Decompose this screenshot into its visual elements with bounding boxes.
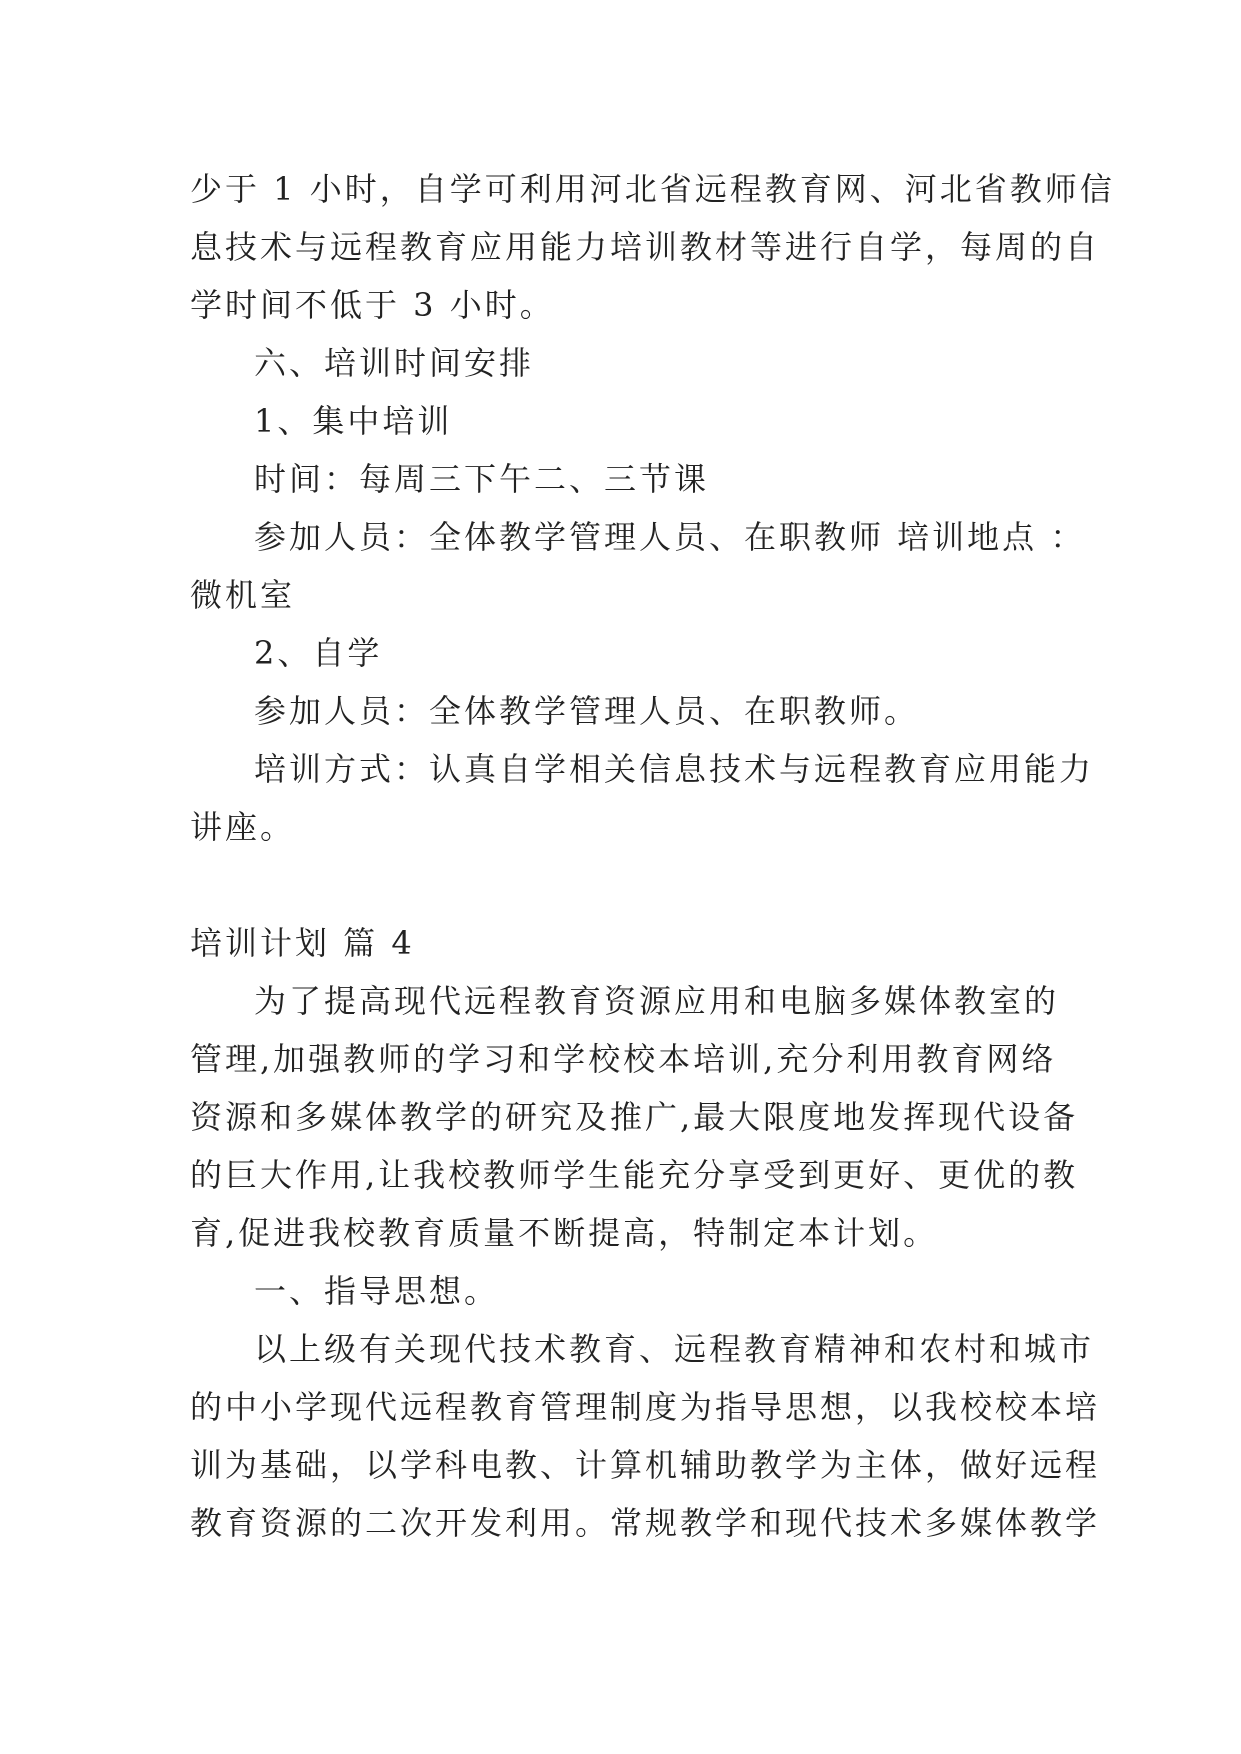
subsection-heading: 2、自学: [254, 634, 383, 672]
paragraph-line: 训为基础，以学科电教、计算机辅助教学为主体，做好远程: [190, 1446, 1101, 1484]
paragraph-line: 的中小学现代远程教育管理制度为指导思想，以我校校本培: [190, 1388, 1101, 1426]
paragraph-line: 资源和多媒体教学的研究及推广,最大限度地发挥现代设备: [190, 1098, 1079, 1136]
paragraph-line: 为了提高现代远程教育资源应用和电脑多媒体教室的: [254, 982, 1060, 1020]
paragraph-line: 以上级有关现代技术教育、远程教育精神和农村和城市: [254, 1330, 1095, 1368]
paragraph-line: 育,促进我校教育质量不断提高，特制定本计划。: [190, 1214, 939, 1252]
paragraph-line: 时间：每周三下午二、三节课: [254, 460, 710, 498]
section-heading: 一、指导思想。: [254, 1272, 500, 1310]
paragraph-line: 息技术与远程教育应用能力培训教材等进行自学，每周的自: [190, 228, 1101, 266]
paragraph-line: 参加人员：全体教学管理人员、在职教师 培训地点 ：: [254, 518, 1086, 556]
paragraph-line: 参加人员：全体教学管理人员、在职教师。: [254, 692, 920, 730]
paragraph-line: 管理,加强教师的学习和学校校本培训,充分利用教育网络: [190, 1040, 1057, 1078]
article-title: 培训计划 篇 4: [190, 924, 415, 962]
paragraph-line: 的巨大作用,让我校教师学生能充分享受到更好、更优的教: [190, 1156, 1079, 1194]
paragraph-line: 微机室: [190, 576, 296, 614]
paragraph-line: 教育资源的二次开发利用。常规教学和现代技术多媒体教学: [190, 1504, 1101, 1542]
paragraph-line: 学时间不低于 3 小时。: [190, 286, 555, 324]
paragraph-line: 讲座。: [190, 808, 296, 846]
subsection-heading: 1、集中培训: [254, 402, 453, 440]
section-heading: 六、培训时间安排: [254, 344, 535, 382]
paragraph-line: 培训方式：认真自学相关信息技术与远程教育应用能力: [254, 750, 1095, 788]
paragraph-line: 少于 1 小时，自学可利用河北省远程教育网、河北省教师信: [190, 170, 1115, 208]
